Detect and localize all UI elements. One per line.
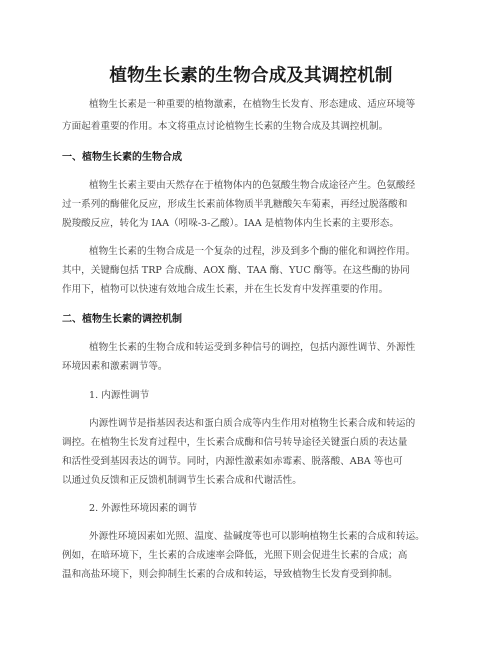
subsection-1-line-2: 调控。在植物生长发育过程中，生长素合成酶和信号转导途径关键蛋白质的表达量 — [62, 437, 408, 448]
section-2-p1-line-2: 环境因素和激素调节等。 — [62, 361, 168, 372]
section-1-p1-line-1: 植物生长素主要由天然存在于植物体内的色氨酸生物合成途径产生。色氨酸经 — [89, 180, 416, 191]
subsection-1-line-3: 和活性受到基因表达的调节。同时，内源性激素如赤霉素、脱落酸、ABA 等也可 — [62, 456, 403, 467]
section-1-p1-line-3: 脱羧酸反应，转化为 IAA（吲哚-3-乙酸）。IAA 是植物体内生长素的主要形态。 — [62, 218, 399, 229]
section-1-p1-line-2: 过一系列的酶催化反应，形成生长素前体物质半乳糖酸矢车菊素，再经过脱落酸和 — [62, 199, 408, 210]
section-1-p2-line-1: 植物生长素的生物合成是一个复杂的过程，涉及到多个酶的催化和调控作用。 — [89, 246, 416, 257]
intro-line-1: 植物生长素是一种重要的植物激素，在植物生长发育、形态建成、适应环境等 — [89, 99, 416, 110]
intro-line-2: 方面起着重要的作用。本文将重点讨论植物生长素的生物合成及其调控机制。 — [62, 121, 389, 132]
document-title: 植物生长素的生物合成及其调控机制 — [109, 66, 393, 86]
subsection-1-line-4: 以通过负反馈和正反馈机制调节生长素合成和代谢活性。 — [62, 475, 302, 486]
subsection-2-heading: 2. 外源性环境因素的调节 — [89, 503, 198, 514]
section-2-p1-line-1: 植物生长素的生物合成和转运受到多种信号的调控，包括内源性调节、外源性 — [89, 342, 416, 353]
section-1-p2-line-3: 作用下，植物可以快速有效地合成生长素，并在生长发育中发挥重要的作用。 — [62, 284, 389, 295]
subsection-2-line-3: 温和高盐环境下，则会抑制生长素的合成和转运，导致植物生长发育受到抑制。 — [62, 569, 398, 580]
section-1-p2-line-2: 其中，关键酶包括 TRP 合成酶、AOX 酶、TAA 酶、YUC 酶等。在这些酶的协同 — [62, 265, 410, 276]
section-2-heading: 二、植物生长素的调控机制 — [62, 314, 182, 325]
subsection-1-line-1: 内源性调节是指基因表达和蛋白质合成等内生作用对植物生长素合成和转运的 — [89, 418, 416, 429]
subsection-1-heading: 1. 内源性调节 — [89, 390, 150, 401]
subsection-2-line-2: 例如，在暗环境下，生长素的合成速率会降低，光照下则会促进生长素的合成；高 — [62, 550, 408, 561]
section-1-heading: 一、植物生长素的生物合成 — [62, 152, 182, 163]
subsection-2-line-1: 外源性环境因素如光照、温度、盐碱度等也可以影响植物生长素的合成和转运。 — [89, 531, 425, 542]
